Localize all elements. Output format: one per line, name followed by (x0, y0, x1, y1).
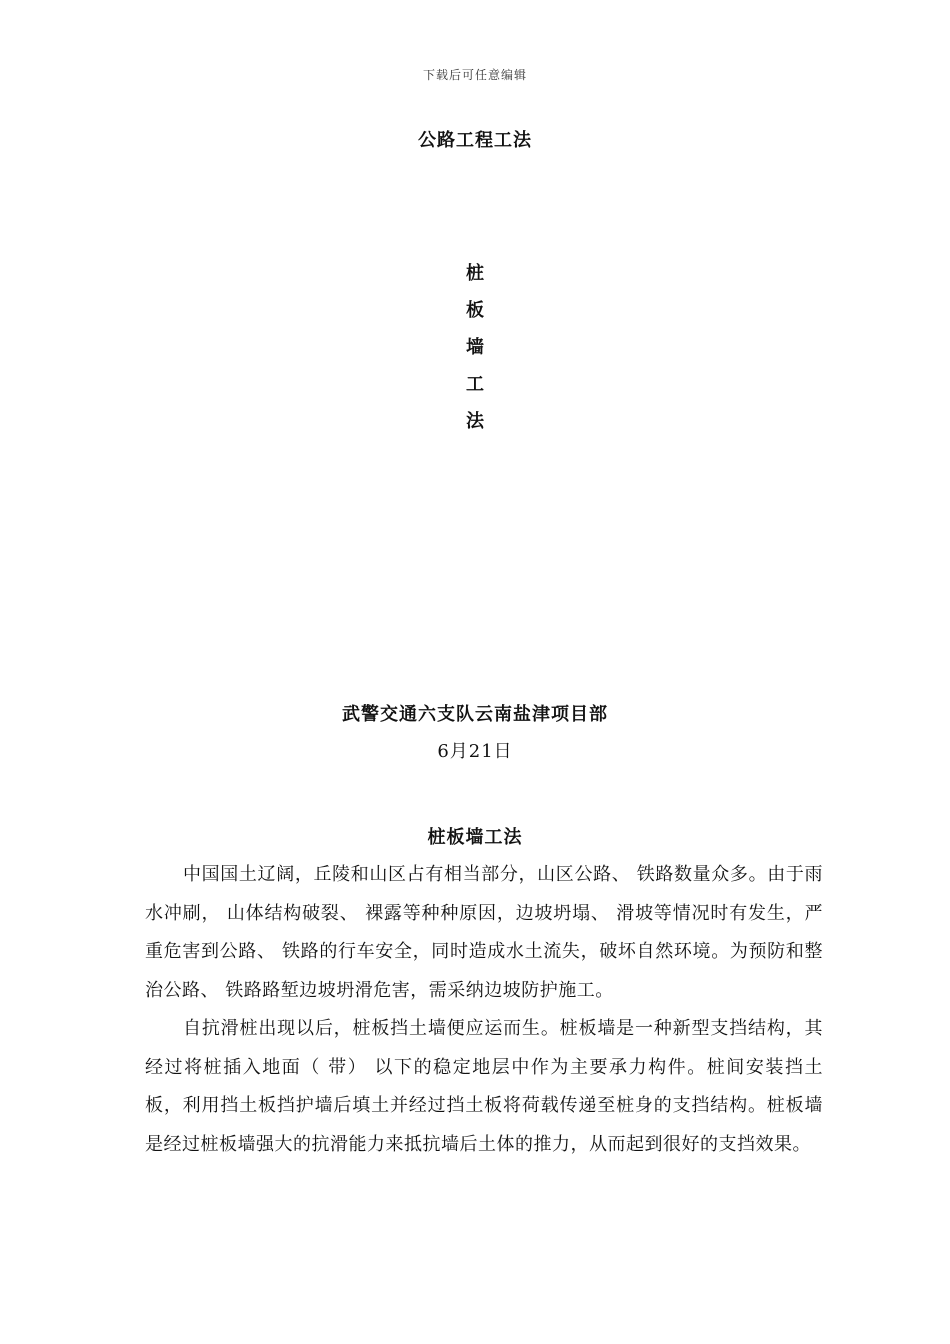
organization-name: 武警交通六支队云南盐津项目部 (342, 704, 608, 725)
document-category: 公路工程工法 (418, 130, 532, 151)
body-paragraph: 自抗滑桩出现以后，桩板挡土墙便应运而生。桩板墙是一种新型支挡结构，其经过将桩插入地面（ 带） 以下的稳定地层中作为主要承力构件。桩间安装挡土板，利用挡土板挡护墙后填土并经过挡土板将荷载传递至桩身的支挡结构。桩板墙是经过桩板墙强大的抗滑能力来抵抗墙后土体的推力，从而起到很好的支挡效果。 (145, 1018, 823, 1155)
section-title: 桩板墙工法 (427, 827, 523, 848)
title-char: 桩 (466, 263, 484, 284)
title-char: 墙 (466, 337, 484, 358)
title-char: 法 (466, 411, 484, 432)
title-char: 工 (466, 374, 484, 395)
section-body (145, 856, 823, 1164)
title-char: 板 (466, 300, 484, 321)
document-date: 6月21日 (437, 741, 513, 762)
header-note: 下载后可任意编辑 (422, 68, 527, 82)
vertical-cover-title (0, 262, 950, 447)
body-paragraph: 中国国土辽阔，丘陵和山区占有相当部分，山区公路、 铁路数量众多。由于雨水冲刷， 山体结构破裂、 裸露等种种原因，边坡坍塌、 滑坡等情况时有发生，严重危害到公路、 铁路的行车安全，同时造成水土流失，破坏自然环境。为预防和整治公路、 铁路路堑边坡坍滑危害，需采纳边坡防护施工。 (145, 864, 823, 1001)
